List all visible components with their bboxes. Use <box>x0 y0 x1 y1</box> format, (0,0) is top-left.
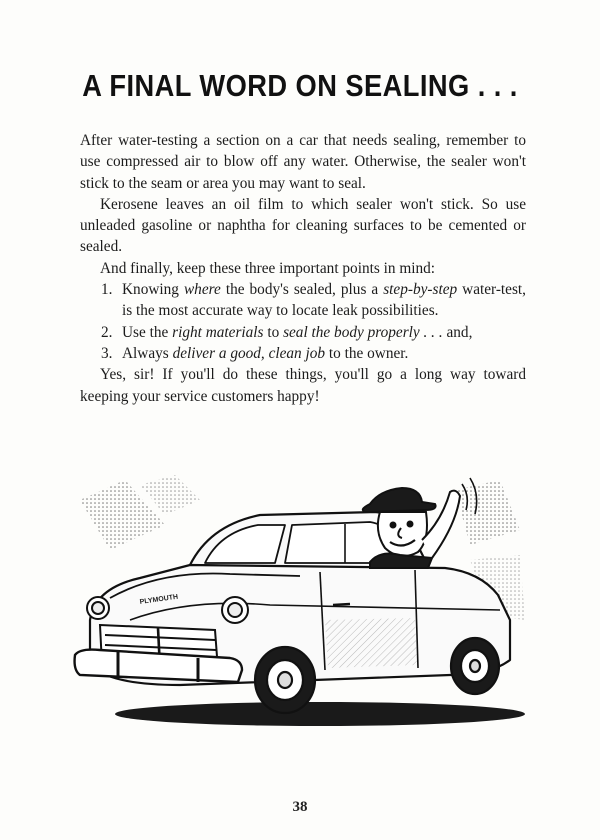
body-text <box>80 130 526 407</box>
point-item-1: 1. Knowing where the body's sealed, plus a step-by-step water-test, is the most accurate way to locate leak possibilities. <box>101 281 526 320</box>
page-title: A FINAL WORD ON SEALING . . . <box>82 68 518 103</box>
points-list <box>80 279 526 364</box>
point-number: 2. <box>101 323 113 341</box>
paragraph-kerosene: Kerosene leaves an oil film to which sealer won't stick. So use unleaded gasoline or naphtha for cleaning surfaces to be cemented or sealed. <box>80 195 526 256</box>
page-number: 38 <box>292 799 308 815</box>
point-number: 3. <box>101 344 113 362</box>
point-item-3: 3. Always deliver a good, clean job to the owner. <box>80 343 526 364</box>
car-illustration <box>70 470 530 740</box>
ground-shadow <box>115 702 525 726</box>
paragraph-points-intro: And finally, keep these three important points in mind: <box>100 259 436 277</box>
point-number: 1. <box>101 281 113 299</box>
hood-emblem: PLYMOUTH <box>139 593 179 606</box>
paragraph-water-testing: After water-testing a section on a car that needs sealing, remember to use compressed air to blow off any water. Otherwise, the sealer won't stick to the seam or area you may want to seal. <box>80 132 526 192</box>
point-item-2: 2. Use the right materials to seal the body properly . . . and, <box>80 322 526 343</box>
paragraph-closing: Yes, sir! If you'll do these things, you'll go a long way toward keeping your service customers happy! <box>80 366 526 405</box>
